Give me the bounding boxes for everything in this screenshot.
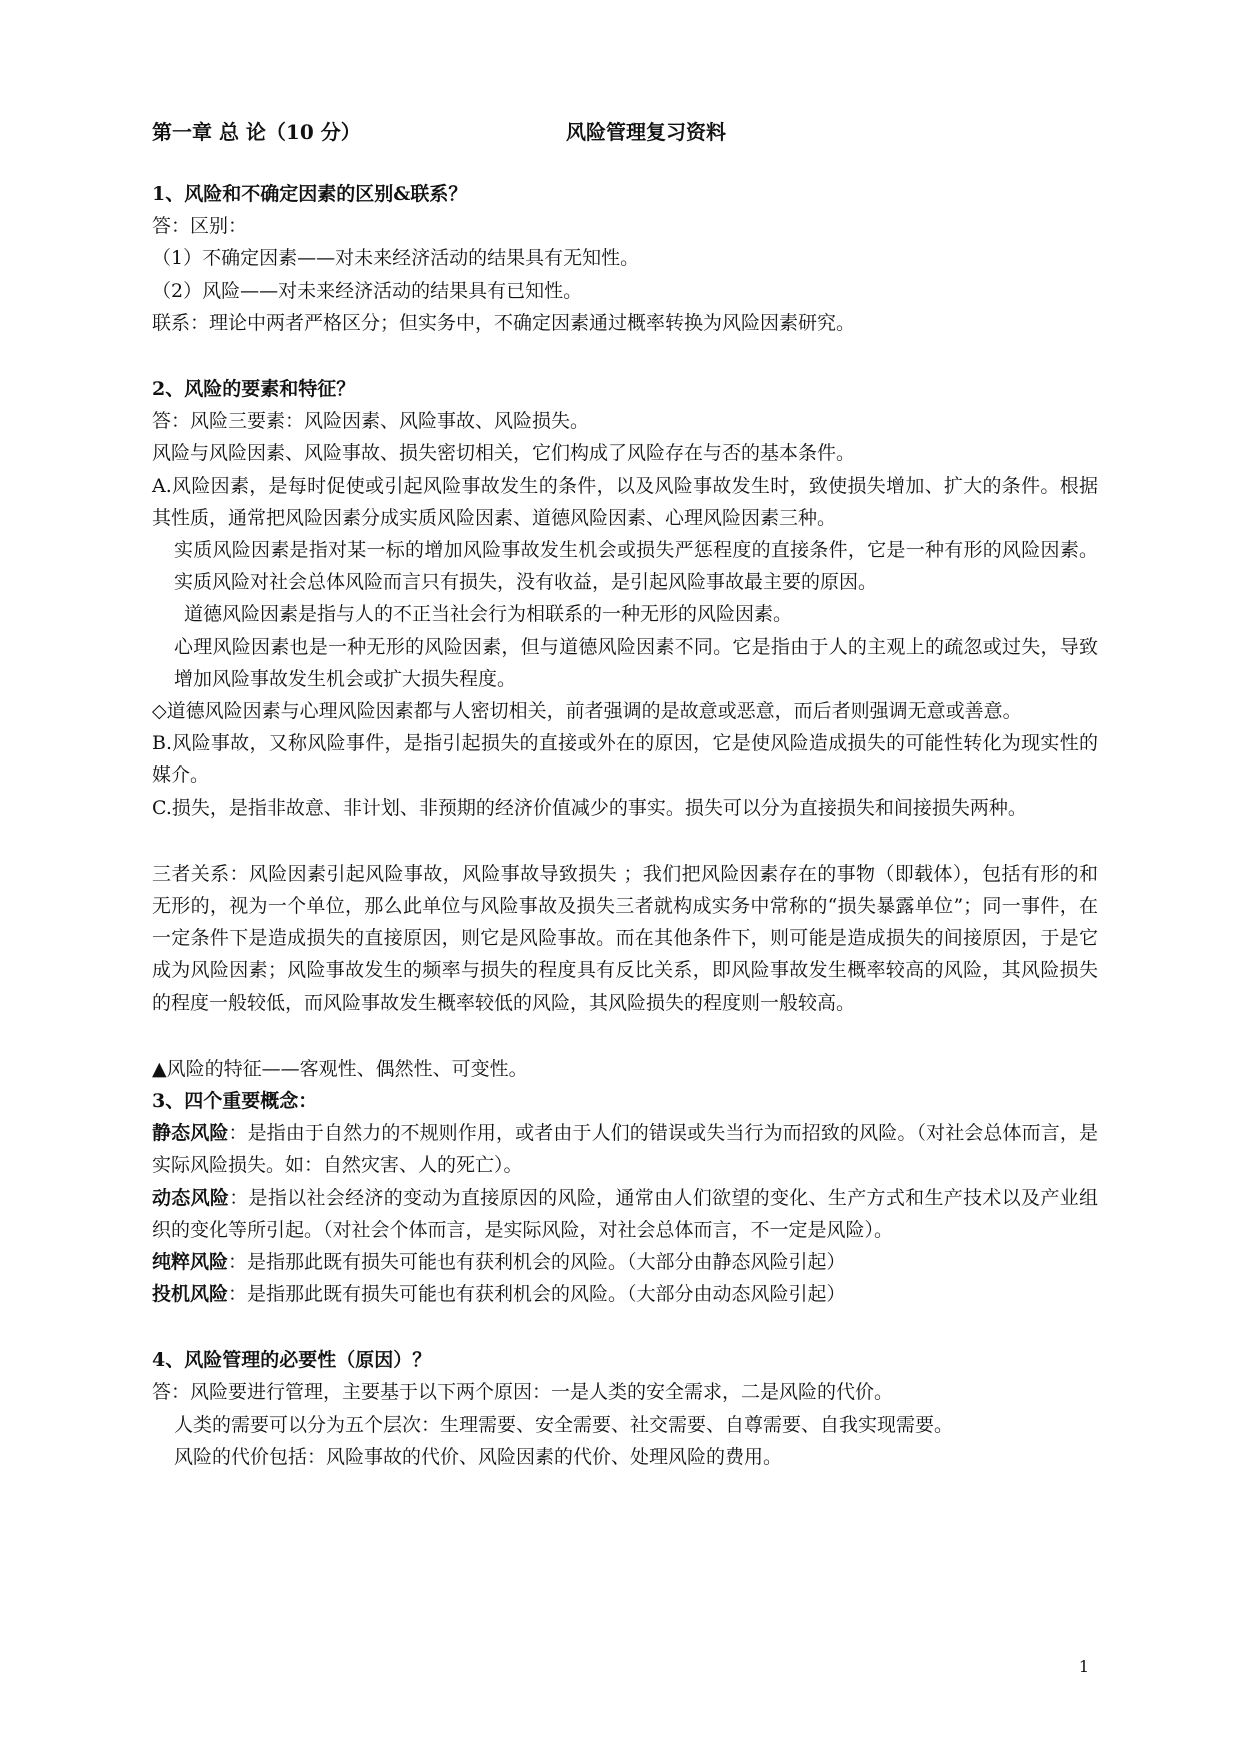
paragraph-needs: 人类的需要可以分为五个层次：生理需要、安全需要、社交需要、自尊需要、自我实现需要。 <box>174 1413 954 1436</box>
paragraph-compare: ◇道德风险因素与心理风险因素都与人密切相关，前者强调的是故意或恶意，而后者则强调无意或善意。 <box>152 699 1022 722</box>
concept-dynamic <box>152 1182 1098 1246</box>
concept-speculative <box>152 1278 1098 1310</box>
answer-intro: 答：风险要进行管理，主要基于以下两个原因：一是人类的安全需求，二是风险的代价。 <box>152 1381 894 1404</box>
concept-static <box>152 1117 1098 1181</box>
paragraph-morale-hazard: 心理风险因素也是一种无形的风险因素，但与道德风险因素不同。它是指由于人的主观上的疏忽或过失，导致增加风险事故发生机会或扩大损失程度。 <box>174 635 1098 690</box>
definition-static: ：是指由于自然力的不规则作用，或者由于人们的错误或失当行为而招致的风险。（对社会总体而言，是实际风险损失。如：自然灾害、人的死亡）。 <box>152 1122 1098 1177</box>
question-3: 3、四个重要概念： <box>152 1089 318 1112</box>
definition-dynamic: ：是指以社会经济的变动为直接原因的风险，通常由人们欲望的变化、生产方式和生产技术以及产业组织的变化等所引起。（对社会个体而言，是实际风险，对社会总体而言，不一定是风险）。 <box>152 1186 1098 1241</box>
term-static: 静态风险 <box>152 1122 229 1145</box>
term-pure: 纯粹风险 <box>152 1250 229 1273</box>
definition-pure: ：是指那此既有损失可能也有获利机会的风险。（大部分由静态风险引起） <box>228 1250 846 1273</box>
paragraph: （1）不确定因素——对未来经济活动的结果具有无知性。 <box>152 247 640 270</box>
features-line: ▲风险的特征——客观性、偶然性、可变性。 <box>152 1057 528 1080</box>
document-body <box>152 178 1098 1473</box>
paragraph: 联系：理论中两者严格区分；但实务中，不确定因素通过概率转换为风险因素研究。 <box>152 311 856 334</box>
paragraph-physical-hazard: 实质风险因素是指对某一标的增加风险事故发生机会或损失严惩程度的直接条件，它是一种有形的风险因素。实质风险对社会总体风险而言只有损失，没有收益，是引起风险事故最主要的原因。 <box>174 538 1098 594</box>
paragraph: 风险与风险因素、风险事故、损失密切相关，它们构成了风险存在与否的基本条件。 <box>152 442 856 465</box>
document-title: 风险管理复习资料 <box>566 120 726 144</box>
answer-intro: 答：区别： <box>152 215 248 238</box>
page-number: 1 <box>1078 1657 1089 1676</box>
page-header <box>152 116 1089 152</box>
question-2: 2、风险的要素和特征？ <box>152 377 356 400</box>
definition-speculative: ：是指那此既有损失可能也有获利机会的风险。（大部分由动态风险引起） <box>228 1283 846 1306</box>
question-4: 4、风险管理的必要性（原因）？ <box>152 1349 432 1372</box>
paragraph-moral-hazard: 道德风险因素是指与人的不正当社会行为相联系的一种无形的风险因素。 <box>184 603 793 626</box>
term-speculative: 投机风险 <box>152 1283 229 1306</box>
paragraph-c: C.损失，是指非故意、非计划、非预期的经济价值减少的事实。损失可以分为直接损失和间接损失两种。 <box>152 796 1027 819</box>
paragraph-relation: 三者关系：风险因素引起风险事故，风险事故导致损失 ；我们把风险因素存在的事物（即载体），包括有形的和无形的，视为一个单位，那么此单位与风险事故及损失三者就构成实务中常称的“损失暴露单位”；同一事件，在一定条件下是造成损失的直接原因，则它是风险事故。而在其他条件下，则可能是造成损失的间接原因，于是它成为风险因素；风险事故发生的频率与损失的程度具有反比关系，即风险事故发生概率较高的风险，其风险损失的程度一般较低，而风险事故发生概率较低的风险，其风险损失的程度则一般较高。 <box>152 862 1098 1014</box>
paragraph-a: A.风险因素，是每时促使或引起风险事故发生的条件，以及风险事故发生时，致使损失增加、扩大的条件。根据其性质，通常把风险因素分成实质风险因素、道德风险因素、心理风险因素三种。 <box>152 474 1098 529</box>
answer-intro: 答：风险三要素：风险因素、风险事故、风险损失。 <box>152 410 590 433</box>
question-1: 1、风险和不确定因素的区别&联系？ <box>152 183 468 205</box>
chapter-heading: 第一章 总 论（10 分） <box>152 120 361 144</box>
paragraph-b: B.风险事故，又称风险事件，是指引起损失的直接或外在的原因，它是使风险造成损失的可能性转化为现实性的媒介。 <box>152 732 1098 787</box>
term-dynamic: 动态风险 <box>152 1186 230 1209</box>
concept-pure <box>152 1246 1098 1278</box>
paragraph-costs: 风险的代价包括：风险事故的代价、风险因素的代价、处理风险的费用。 <box>174 1445 783 1468</box>
paragraph: （2）风险——对未来经济活动的结果具有已知性。 <box>152 279 583 302</box>
